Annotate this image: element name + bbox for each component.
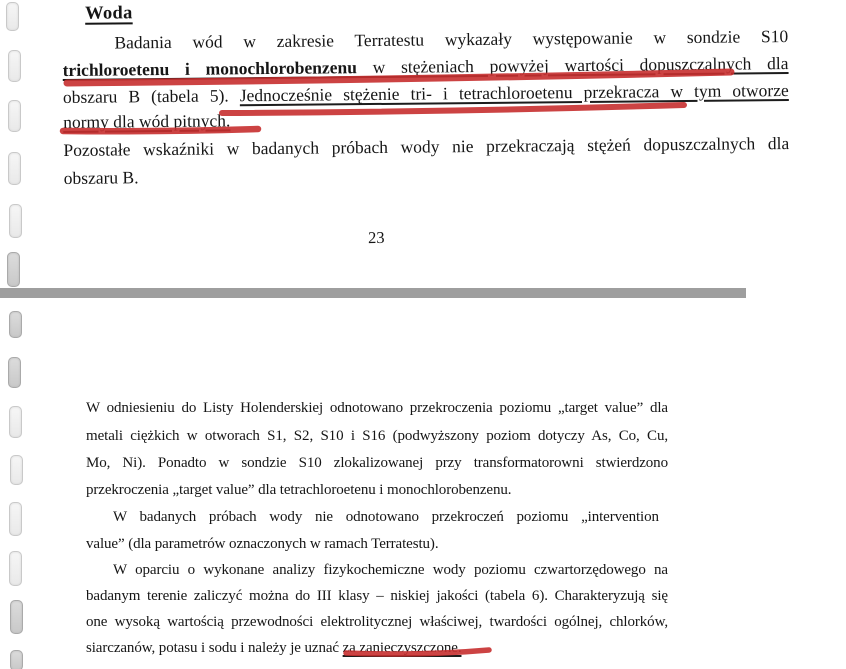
binding-mark [10, 600, 23, 634]
text-line: trichloroetenu i monochlorobenzenu w stężeniach powyżej wartości dopuszczalnych dla [62, 53, 789, 80]
binding-mark [7, 252, 20, 287]
text-line: badanym terenie zaliczyć można do III klasy – niskiej jakości (tabela 6). Charakteryzują się [86, 588, 668, 604]
text-line: obszaru B. [63, 167, 139, 188]
text-line: normy dla wód pitnych. [63, 110, 231, 132]
binding-mark [9, 551, 22, 586]
text-line: metali ciężkich w otworach S1, S2, S10 i S16 (podwyższony poziom dotyczy As, Co, Cu, [86, 428, 668, 444]
binding-mark [10, 650, 23, 669]
section-heading [85, 3, 133, 24]
binding-mark [8, 100, 21, 132]
binding-mark [8, 50, 21, 82]
text-line: Pozostałe wskaźniki w badanych próbach wody nie przekraczają stężeń dopuszczalnych dla [63, 133, 790, 160]
binding-mark [9, 311, 22, 338]
text-line: value” (dla parametrów oznaczonych w ramach Terratestu). [86, 536, 439, 552]
binding-mark [9, 204, 22, 238]
binding-mark [10, 455, 23, 485]
binding-mark [9, 502, 22, 536]
page-divider [0, 288, 746, 298]
binding-mark [8, 152, 21, 185]
text-line: Badania wód w zakresie Terratestu wykazały występowanie w sondzie S10 [114, 26, 789, 53]
text-line: W oparciu o wykonane analizy fizykochemiczne wody poziomu czwartorzędowego na [113, 562, 668, 578]
text-line: W badanych próbach wody nie odnotowano przekroczeń poziomu „intervention [113, 509, 659, 525]
text-line: przekroczenia „target value” dla tetrachloroetenu i monochlorobenzenu. [86, 482, 512, 498]
section-heading-text: Woda [85, 3, 133, 24]
binding-mark [6, 2, 19, 31]
text-line: W odniesieniu do Listy Holenderskiej odnotowano przekroczenia poziomu „target value” dla [86, 400, 668, 416]
page-number: 23 [367, 227, 385, 248]
text-line: siarczanów, potasu i sodu i należy je uznać za zanieczyszczone. [86, 640, 462, 656]
text-line: Mo, Ni). Ponadto w sondzie S10 zlokalizowanej przy transformatorowni stwierdzono [86, 455, 668, 471]
text-line: one wysoką wartością przewodności elektrolitycznej właściwej, twardości ogólnej, chlorków, [86, 614, 668, 630]
binding-mark [8, 357, 21, 388]
binding-mark [9, 406, 22, 438]
text-line: obszaru B (tabela 5). Jednocześnie stężenie tri- i tetrachloroetenu przekracza w tym otworze [62, 80, 789, 107]
